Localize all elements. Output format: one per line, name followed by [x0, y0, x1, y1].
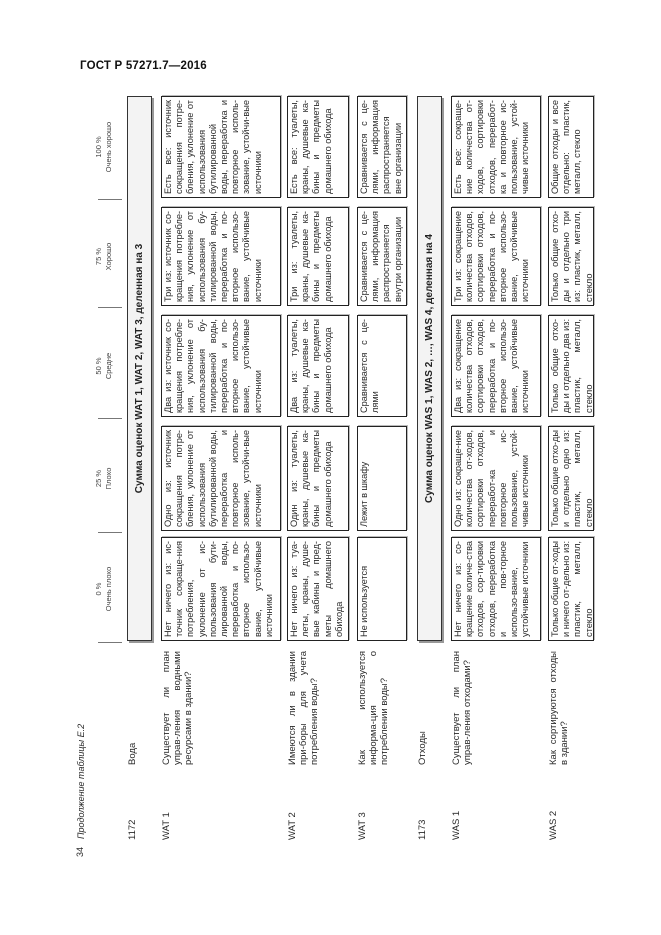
section-score-formula — [127, 96, 152, 641]
rating-cell: Есть все: источник сокращения потре-бления, уклонение от использования бутилированной воды, переработка и повторное исполь-зование, устойчи-вые источники — [161, 96, 281, 198]
section-title: Отходы — [417, 731, 428, 765]
column-divider — [98, 199, 122, 200]
rating-cell: Одно из: источник сокращения потре-бления, уклонение от использования бутилированной воды, переработка и повторное исполь-зование, устойчи-вые источники — [161, 426, 281, 531]
criterion-question: Существует ли план управ-ления водными ресурсами в здании? — [161, 651, 194, 765]
column-header-percent: 50 % — [94, 357, 103, 375]
column-divider — [98, 642, 122, 643]
criterion-question: Существует ли план управ-ления отходами? — [451, 651, 473, 765]
column-header-label: Средне — [104, 352, 113, 380]
rating-cell: Не используется — [357, 537, 407, 641]
column-header — [94, 207, 114, 306]
rating-cell: Есть все: сокраще-ние количества от-ходов, сортировки отходов, переработ-ка и повторное ис-пользование, устой-чивые источники — [451, 96, 541, 198]
criterion-question: Имеются ли в здании при-боры для учета потребления воды? — [287, 651, 320, 765]
rating-cell: Сравнивается с це-лями — [357, 315, 407, 417]
rating-cell: Нет ничего из: со-кращение количе-ства отходов, сор-тировки отходов, переработка и пов-торное использо-вание, устойчивые источники — [451, 537, 541, 641]
section-score-formula — [417, 96, 442, 641]
rating-cell: Только общие от-ходы и ничего от-дельно из: пластик, металл, стекло — [548, 537, 594, 641]
criterion-code: WAS 2 — [548, 810, 559, 840]
score-formula-text: Сумма оценок WAT 1, WAT 2, WAT 3, деленная на 3 — [134, 243, 145, 494]
section-title: Вода — [127, 742, 138, 765]
criterion-code: WAT 2 — [287, 812, 298, 840]
rating-cell: Только общие отхо-ды и отдельно два из: пластик, металл, стекло — [548, 315, 594, 417]
column-header — [94, 426, 114, 531]
rating-cell: Только общие отхо-ды и отдельно три из: пластик, металл, стекло — [548, 207, 594, 306]
column-divider — [98, 532, 122, 533]
rating-cell: Три из: сокращение количества отходов, сортировки отходов, переработка и по-вторное использо-вание, устойчивые источники — [451, 207, 541, 306]
column-header-label: Плохо — [104, 467, 113, 490]
column-divider — [98, 307, 122, 308]
document-header: ГОСТ Р 57271.7—2016 — [80, 60, 207, 72]
column-header-label: Очень плохо — [104, 566, 113, 612]
column-header — [94, 96, 114, 198]
section-number: 1173 — [417, 819, 428, 840]
column-divider — [98, 418, 122, 419]
criterion-code: WAS 1 — [451, 810, 462, 840]
column-header-label: Очень хорошо — [104, 121, 113, 173]
column-header-percent: 0 % — [94, 582, 103, 596]
rating-cell: Три из: источник со-кращения потребле-ния, уклонение от использования бу-тилированной воды, переработка и по-вторное использо-вание, устойчивые источники — [161, 207, 281, 306]
rating-cell: Лежит в шкафу — [357, 426, 407, 531]
score-formula-text: Сумма оценок WAS 1, WAS 2, …, WAS 4, деленная на 4 — [424, 234, 435, 503]
rating-cell: Два из: источник со-кращения потребле-ния, уклонение от использования бу-тилированной воды, переработка и по-вторное использо-вание, устойчивые источники — [161, 315, 281, 417]
rating-cell: Сравнивается с це-лями, информация распространяется вне организации — [357, 96, 407, 198]
rating-cell: Два из: туалеты, краны, душевые ка-бины и предметы домашнего обихода — [287, 315, 349, 417]
table-continuation-caption: Продолжение таблицы Е.2 — [76, 723, 86, 839]
table-e2-continuation — [76, 85, 595, 860]
section-number: 1172 — [127, 819, 138, 840]
rating-cell: Одно из: сокраще-ние количества от-ходов, сортировки отходов, переработ-ка и повторное ис-пользование, устой-чивые источники — [451, 426, 541, 531]
criterion-code: WAT 3 — [357, 812, 368, 840]
column-header-label: Хорошо — [104, 242, 113, 271]
rating-cell: Сравнивается с це-лями, информация распространяется внутри организации — [357, 207, 407, 306]
rating-cell: Нет ничего из: туа-леты, краны, душе-вые кабины и пред-меты домашнего обихода — [287, 537, 349, 641]
criterion-question: Как используется информа-ция о потреблении воды? — [357, 651, 390, 765]
rating-cell: Два из: сокращение количества отходов, сортировки отходов, переработка и по-вторное использо-вание, устойчивые источники — [451, 315, 541, 417]
rating-cell: Есть все: туалеты, краны, душевые ка-бины и предметы домашнего обихода — [287, 96, 349, 198]
column-header-percent: 25 % — [94, 469, 103, 488]
page-number: 34 — [75, 846, 85, 857]
rating-cell: Только общие отхо-ды и отдельно одно из: пластик, металл, стекло — [548, 426, 594, 531]
column-header — [94, 537, 114, 641]
rating-cell: Три из: туалеты, краны, душевые ка-бины и предметы домашнего обихода — [287, 207, 349, 306]
criterion-code: WAT 1 — [161, 812, 172, 840]
column-header-percent: 100 % — [94, 136, 103, 158]
rotated-table-area — [76, 85, 595, 860]
rating-cell: Общие отходы и все отдельно: пластик, металл, стекло — [548, 96, 594, 198]
column-header-percent: 75 % — [94, 247, 103, 266]
rating-cell: Нет ничего из: ис-точник сокраще-ния потребления, уклонение от ис-пользования бути-лированной воды, переработка и по-вторное использо-вание, устойчивые источники — [161, 537, 281, 641]
criterion-question: Как сортируются отходы в здании? — [548, 651, 570, 765]
rating-cell: Один из: туалеты, краны, душевые ка-бины и предметы домашнего обихода — [287, 426, 349, 531]
column-header — [94, 315, 114, 417]
